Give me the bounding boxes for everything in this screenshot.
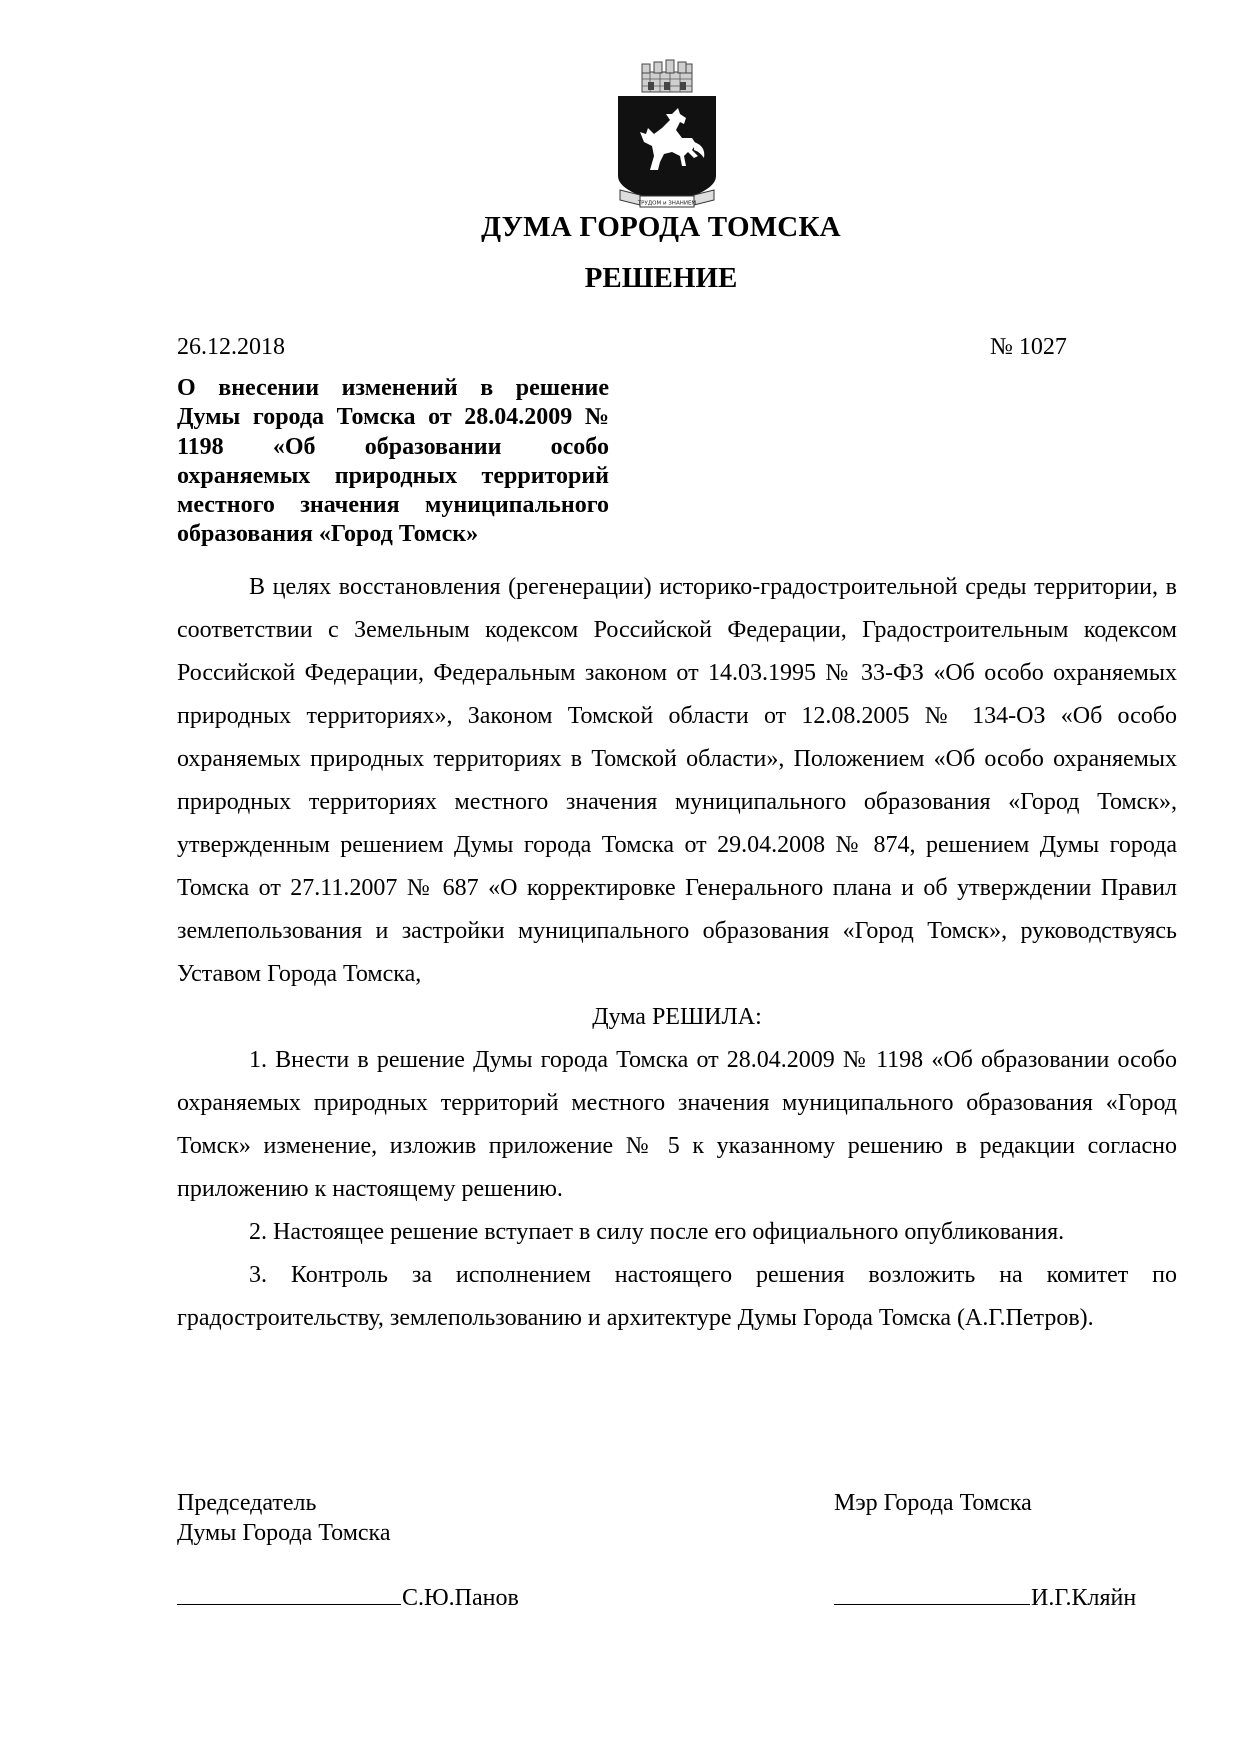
chairman-title-line1: Председатель bbox=[177, 1490, 317, 1516]
org-title: ДУМА ГОРОДА ТОМСКА bbox=[481, 211, 841, 243]
document-number: № 1027 bbox=[990, 334, 1067, 360]
mayor-title-line1: Мэр Города Томска bbox=[834, 1490, 1032, 1516]
mayor-signature-line bbox=[834, 1583, 1136, 1612]
preamble-paragraph: В целях восстановления (регенерации) историко-градостроительной среды территории, в соответствии с Земельным кодексом Российской Федерации, Градостроительным кодексом Российской Федерации, Федеральным законом от 14.03.1995 № 33-ФЗ «Об особо охраняемых природных территориях», Законом Томской области от 12.08.2005 № 134-ОЗ «Об особо охраняемых природных территориях в Томской области», Положением «Об особо охраняемых природных территориях местного значения муниципального образования «Город Томск», утвержденным решением Думы города Томска от 29.04.2008 № 874, решением Думы города Томска от 27.11.2007 № 687 «О корректировке Генерального плана и об утверждении Правил землепользования и застройки муниципального образования «Город Томск», руководствуясь Уставом Города Томска, bbox=[177, 574, 1177, 987]
resolution-item: 3. Контроль за исполнением настоящего решения возложить на комитет по градостроительству, землепользованию и архитектуре Думы Города Томска (А.Г.Петров). bbox=[177, 1262, 1177, 1331]
emblem-motto: ТРУДОМ и ЗНАНИЕМ bbox=[637, 200, 697, 207]
chairman-signature-title bbox=[177, 1488, 391, 1548]
chairman-signature-line bbox=[177, 1583, 519, 1612]
resolution-item: 2. Настоящее решение вступает в силу после его официального опубликования. bbox=[249, 1219, 1065, 1245]
mayor-name: И.Г.Кляйн bbox=[1031, 1585, 1137, 1611]
chairman-name: С.Ю.Панов bbox=[402, 1585, 519, 1611]
chairman-title-line2: Думы Города Томска bbox=[177, 1520, 391, 1546]
mayor-signature-title bbox=[834, 1488, 1032, 1518]
resolved-heading: Дума РЕШИЛА: bbox=[592, 1004, 762, 1030]
document-body bbox=[177, 566, 1177, 1340]
document-subject: О внесении изменений в решение Думы города Томска от 28.04.2009 № 1198 «Об образовании особо охраняемых природных территорий местного значения муниципального образования «Город Томск» bbox=[177, 375, 609, 548]
signature-underline bbox=[177, 1583, 401, 1605]
signature-underline bbox=[834, 1583, 1030, 1605]
resolution-item: 1. Внести в решение Думы города Томска от 28.04.2009 № 1198 «Об образовании особо охраняемых природных территорий местного значения муниципального образования «Город Томск» изменение, изложив приложение № 5 к указанному решению в редакции согласно приложению к настоящему решению. bbox=[177, 1047, 1177, 1202]
document-date: 26.12.2018 bbox=[177, 334, 285, 360]
tomsk-coat-of-arms-icon bbox=[614, 58, 720, 214]
document-type: РЕШЕНИЕ bbox=[584, 262, 738, 294]
